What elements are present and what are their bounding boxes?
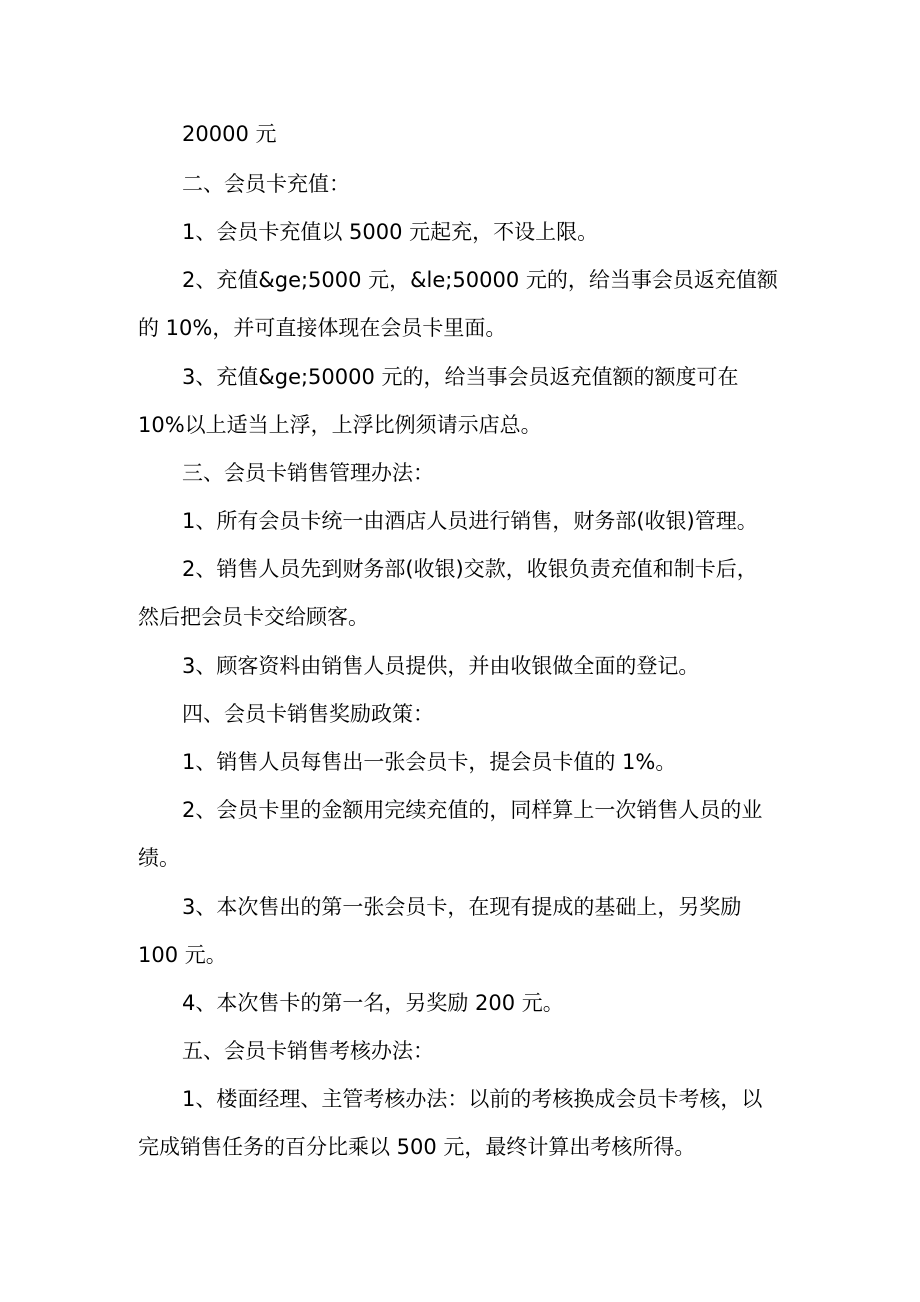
text-line: 1、所有会员卡统一由酒店人员进行销售，财务部(收银)管理。 [182,509,758,533]
text-line: 完成销售任务的百分比乘以 500 元，最终计算出考核所得。 [138,1135,696,1159]
text-line: 20000 元 [182,122,277,146]
text-line: 2、销售人员先到财务部(收银)交款，收银负责充值和制卡后， [182,557,758,581]
text-line: 4、本次售卡的第一名，另奖励 200 元。 [182,991,564,1015]
section-heading: 三、会员卡销售管理办法： [182,461,434,485]
text-line: 3、本次售出的第一张会员卡，在现有提成的基础上，另奖励 [182,895,742,919]
section-heading: 四、会员卡销售奖励政策： [182,702,434,726]
text-line: 100 元。 [138,943,227,967]
text-line: 1、销售人员每售出一张会员卡，提会员卡值的 1%。 [182,750,677,774]
text-line: 然后把会员卡交给顾客。 [138,605,369,629]
section-heading: 二、会员卡充值： [182,172,350,196]
text-line: 2、充值&ge;5000 元，&le;50000 元的，给当事会员返充值额 [182,268,778,292]
text-line: 绩。 [138,846,180,870]
text-line: 3、顾客资料由销售人员提供，并由收银做全面的登记。 [182,654,700,678]
text-line: 1、楼面经理、主管考核办法：以前的考核换成会员卡考核，以 [182,1087,763,1111]
text-line: 10%以上适当上浮，上浮比例须请示店总。 [138,413,542,437]
text-line: 2、会员卡里的金额用完续充值的，同样算上一次销售人员的业 [182,798,763,822]
text-line: 的 10%，并可直接体现在会员卡里面。 [138,316,507,340]
text-line: 1、会员卡充值以 5000 元起充，不设上限。 [182,220,599,244]
section-heading: 五、会员卡销售考核办法： [182,1039,434,1063]
text-line: 3、充值&ge;50000 元的，给当事会员返充值额的额度可在 [182,365,739,389]
